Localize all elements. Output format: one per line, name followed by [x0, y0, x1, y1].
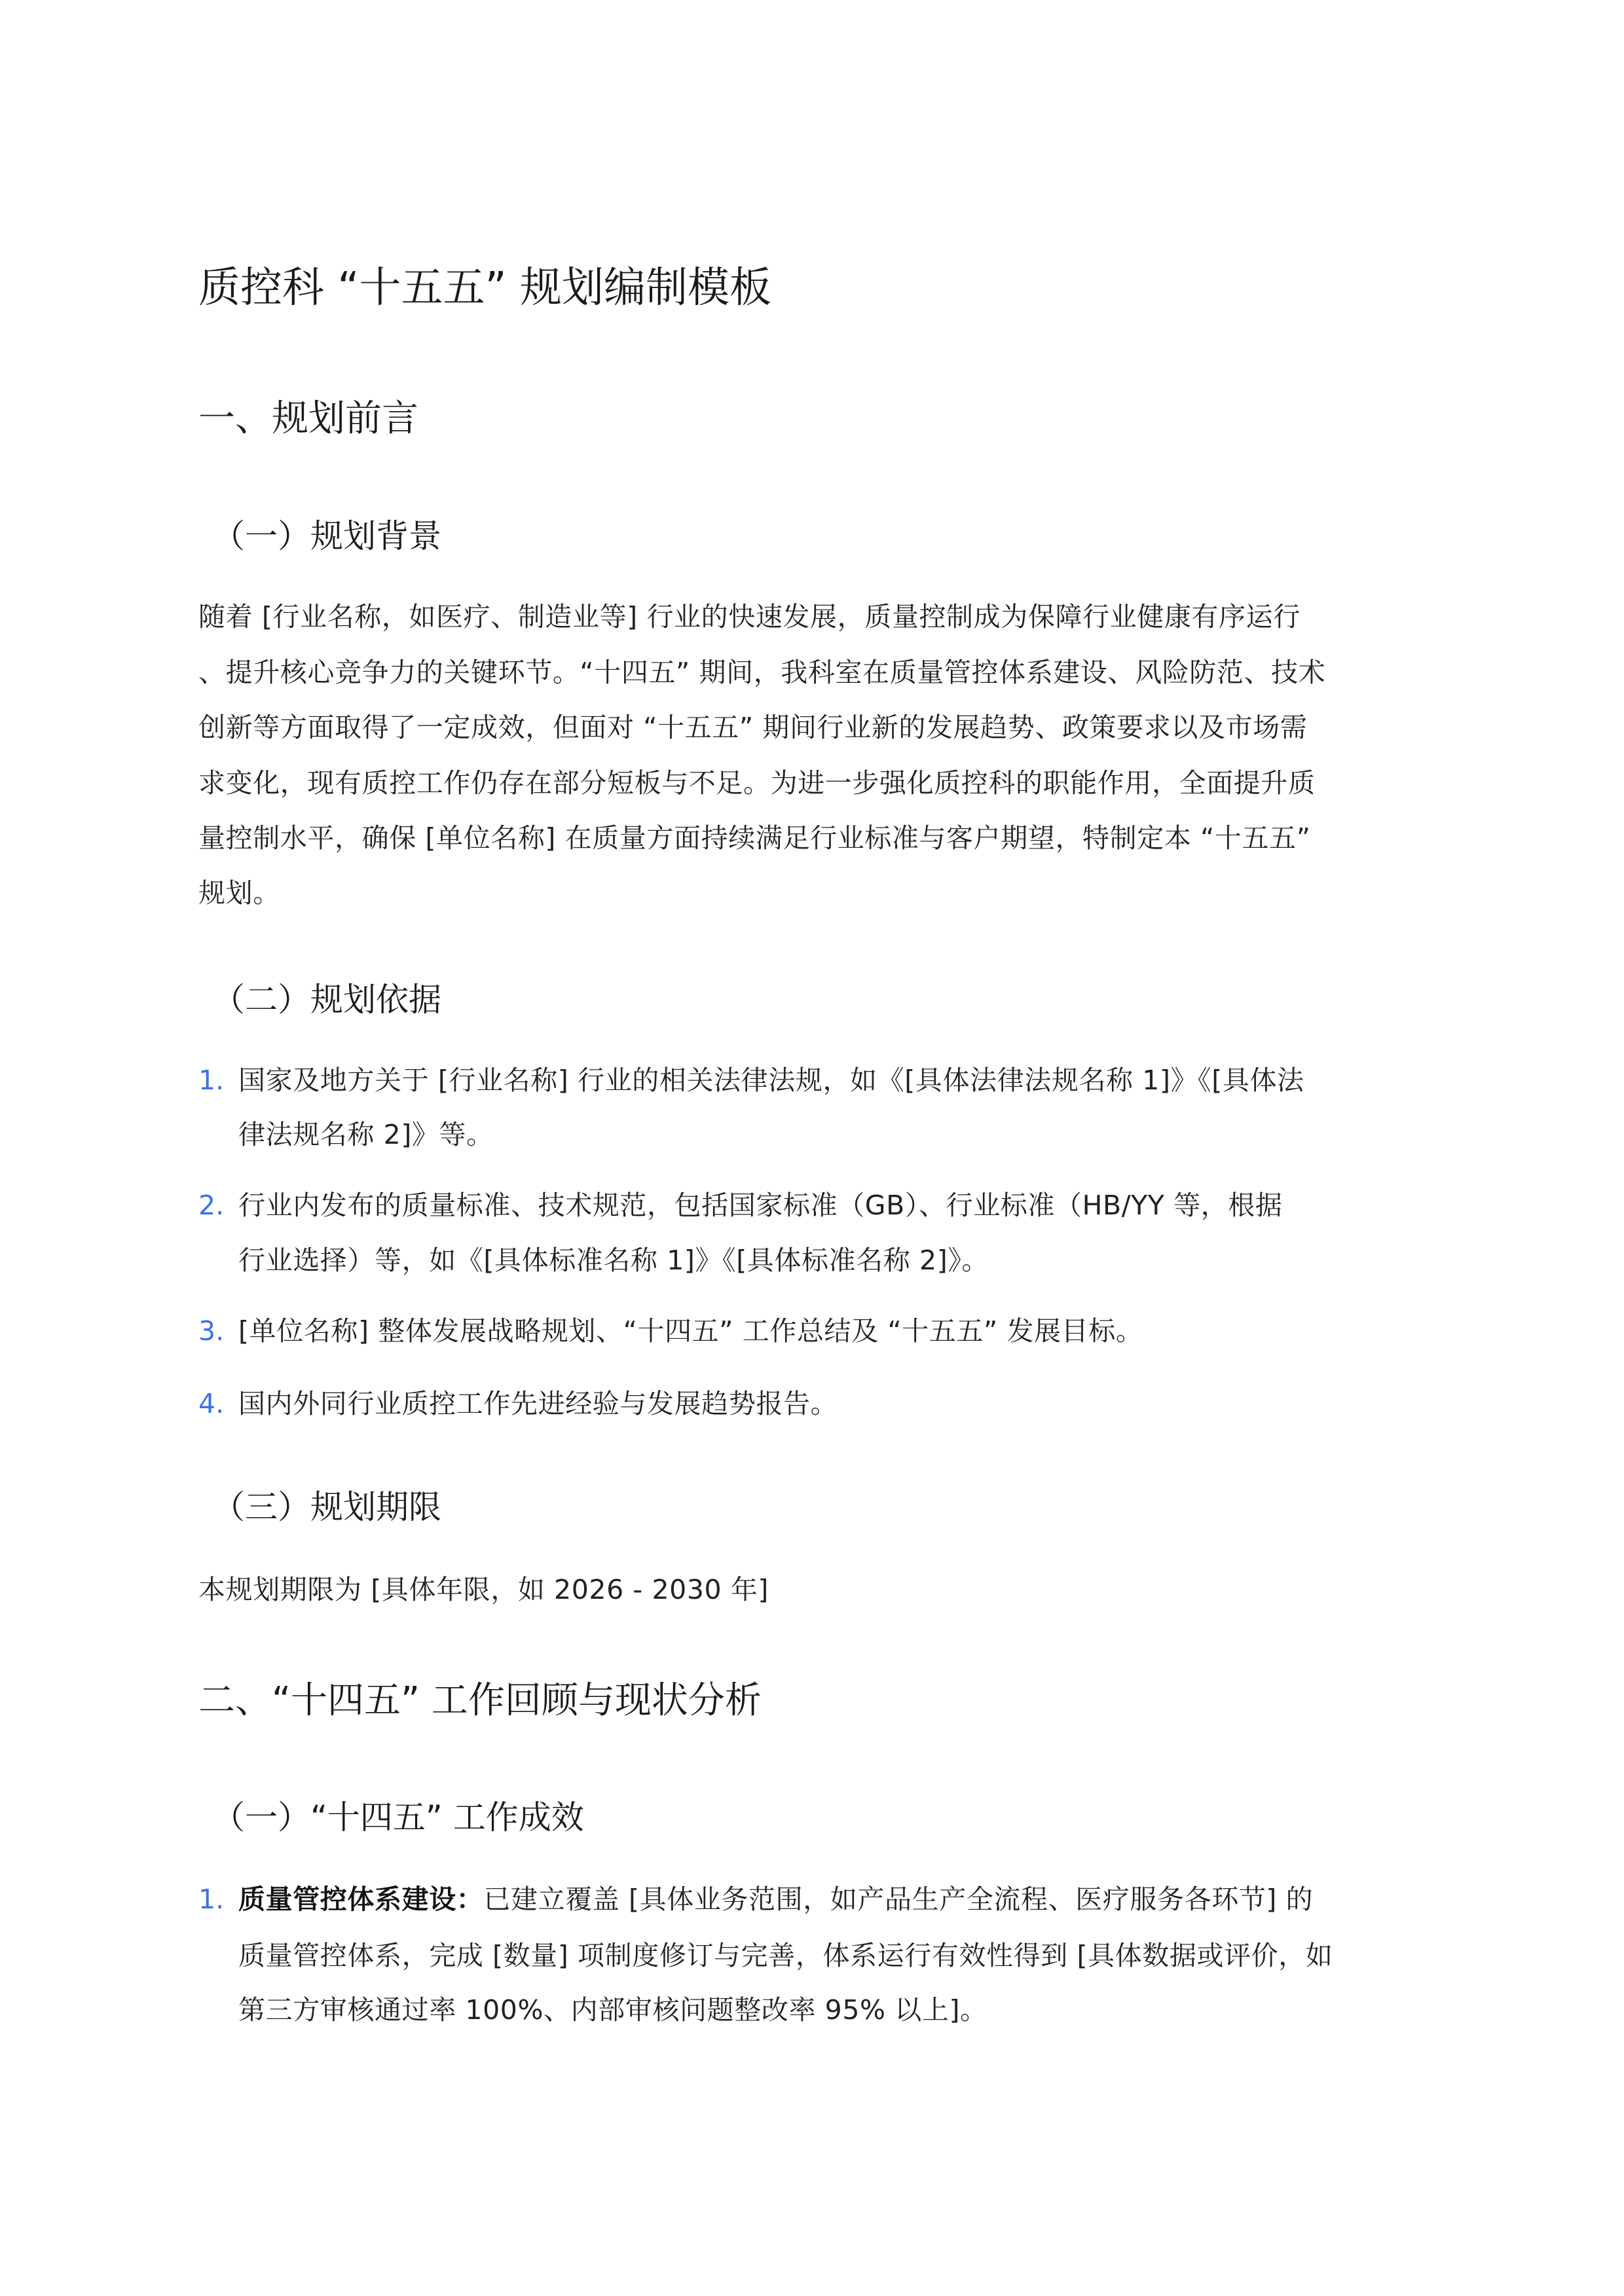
paragraph-line: 、提升核心竞争力的关键环节。“十四五” 期间，我科室在质量管控体系建设、风险防范、技术: [198, 657, 1326, 688]
subsection-heading-background: （一）规划背景: [212, 517, 441, 555]
document-title: 质控科 “十五五” 规划编制模板: [198, 264, 771, 312]
list-item-line: 国内外同行业质控工作先进经验与发展趋势报告。: [238, 1388, 838, 1419]
list-number: 4.: [198, 1388, 225, 1419]
list-number: 3.: [198, 1315, 225, 1347]
subsection-heading-period: （三）规划期限: [212, 1488, 441, 1526]
list-number: 1.: [198, 1065, 225, 1096]
list-item-line: 第三方审核通过率 100%、内部审核问题整改率 95% 以上]。: [238, 1994, 987, 2026]
list-number: 2.: [198, 1190, 225, 1221]
paragraph-line: 求变化，现有质控工作仍存在部分短板与不足。为进一步强化质控科的职能作用，全面提升质: [198, 767, 1316, 799]
list-item-line: [单位名称] 整体发展战略规划、“十四五” 工作总结及 “十五五” 发展目标。: [238, 1315, 1143, 1347]
list-item-line: [238, 1886, 1313, 1913]
period-paragraph: 本规划期限为 [具体年限，如 2026 - 2030 年]: [198, 1574, 769, 1605]
list-item-line: 质量管控体系，完成 [数量] 项制度修订与完善，体系运行有效性得到 [具体数据或评价，如: [238, 1940, 1333, 1971]
paragraph-line: 规划。: [198, 877, 280, 909]
subsection-heading-basis: （二）规划依据: [212, 981, 441, 1019]
paragraph-line: 创新等方面取得了一定成效，但面对 “十五五” 期间行业新的发展趋势、政策要求以及市场需: [198, 712, 1308, 743]
list-item-line: 律法规名称 2]》等。: [238, 1119, 494, 1150]
list-number: 1.: [198, 1884, 225, 1915]
paragraph-line: 量控制水平，确保 [单位名称] 在质量方面持续满足行业标准与客户期望，特制定本 “十五五”: [198, 822, 1311, 854]
list-item-line: 行业选择）等，如《[具体标准名称 1]》《[具体标准名称 2]》。: [238, 1245, 989, 1276]
section-heading-1: 一、规划前言: [198, 397, 418, 440]
list-item-line: 国家及地方关于 [行业名称] 行业的相关法律法规，如《[具体法律法规名称 1]》《[具体法: [238, 1065, 1304, 1096]
list-item-bold-label: 质量管控体系建设：: [238, 1884, 484, 1915]
list-item-line: 行业内发布的质量标准、技术规范，包括国家标准（GB）、行业标准（HB/YY 等，根据: [238, 1190, 1283, 1221]
subsection-heading-achievements: （一）“十四五” 工作成效: [212, 1798, 584, 1836]
paragraph-line: 随着 [行业名称，如医疗、制造业等] 行业的快速发展，质量控制成为保障行业健康有序运行: [198, 601, 1301, 632]
list-item-text: 已建立覆盖 [具体业务范围，如产品生产全流程、医疗服务各环节] 的: [483, 1884, 1314, 1915]
section-heading-2: 二、“十四五” 工作回顾与现状分析: [198, 1679, 762, 1722]
